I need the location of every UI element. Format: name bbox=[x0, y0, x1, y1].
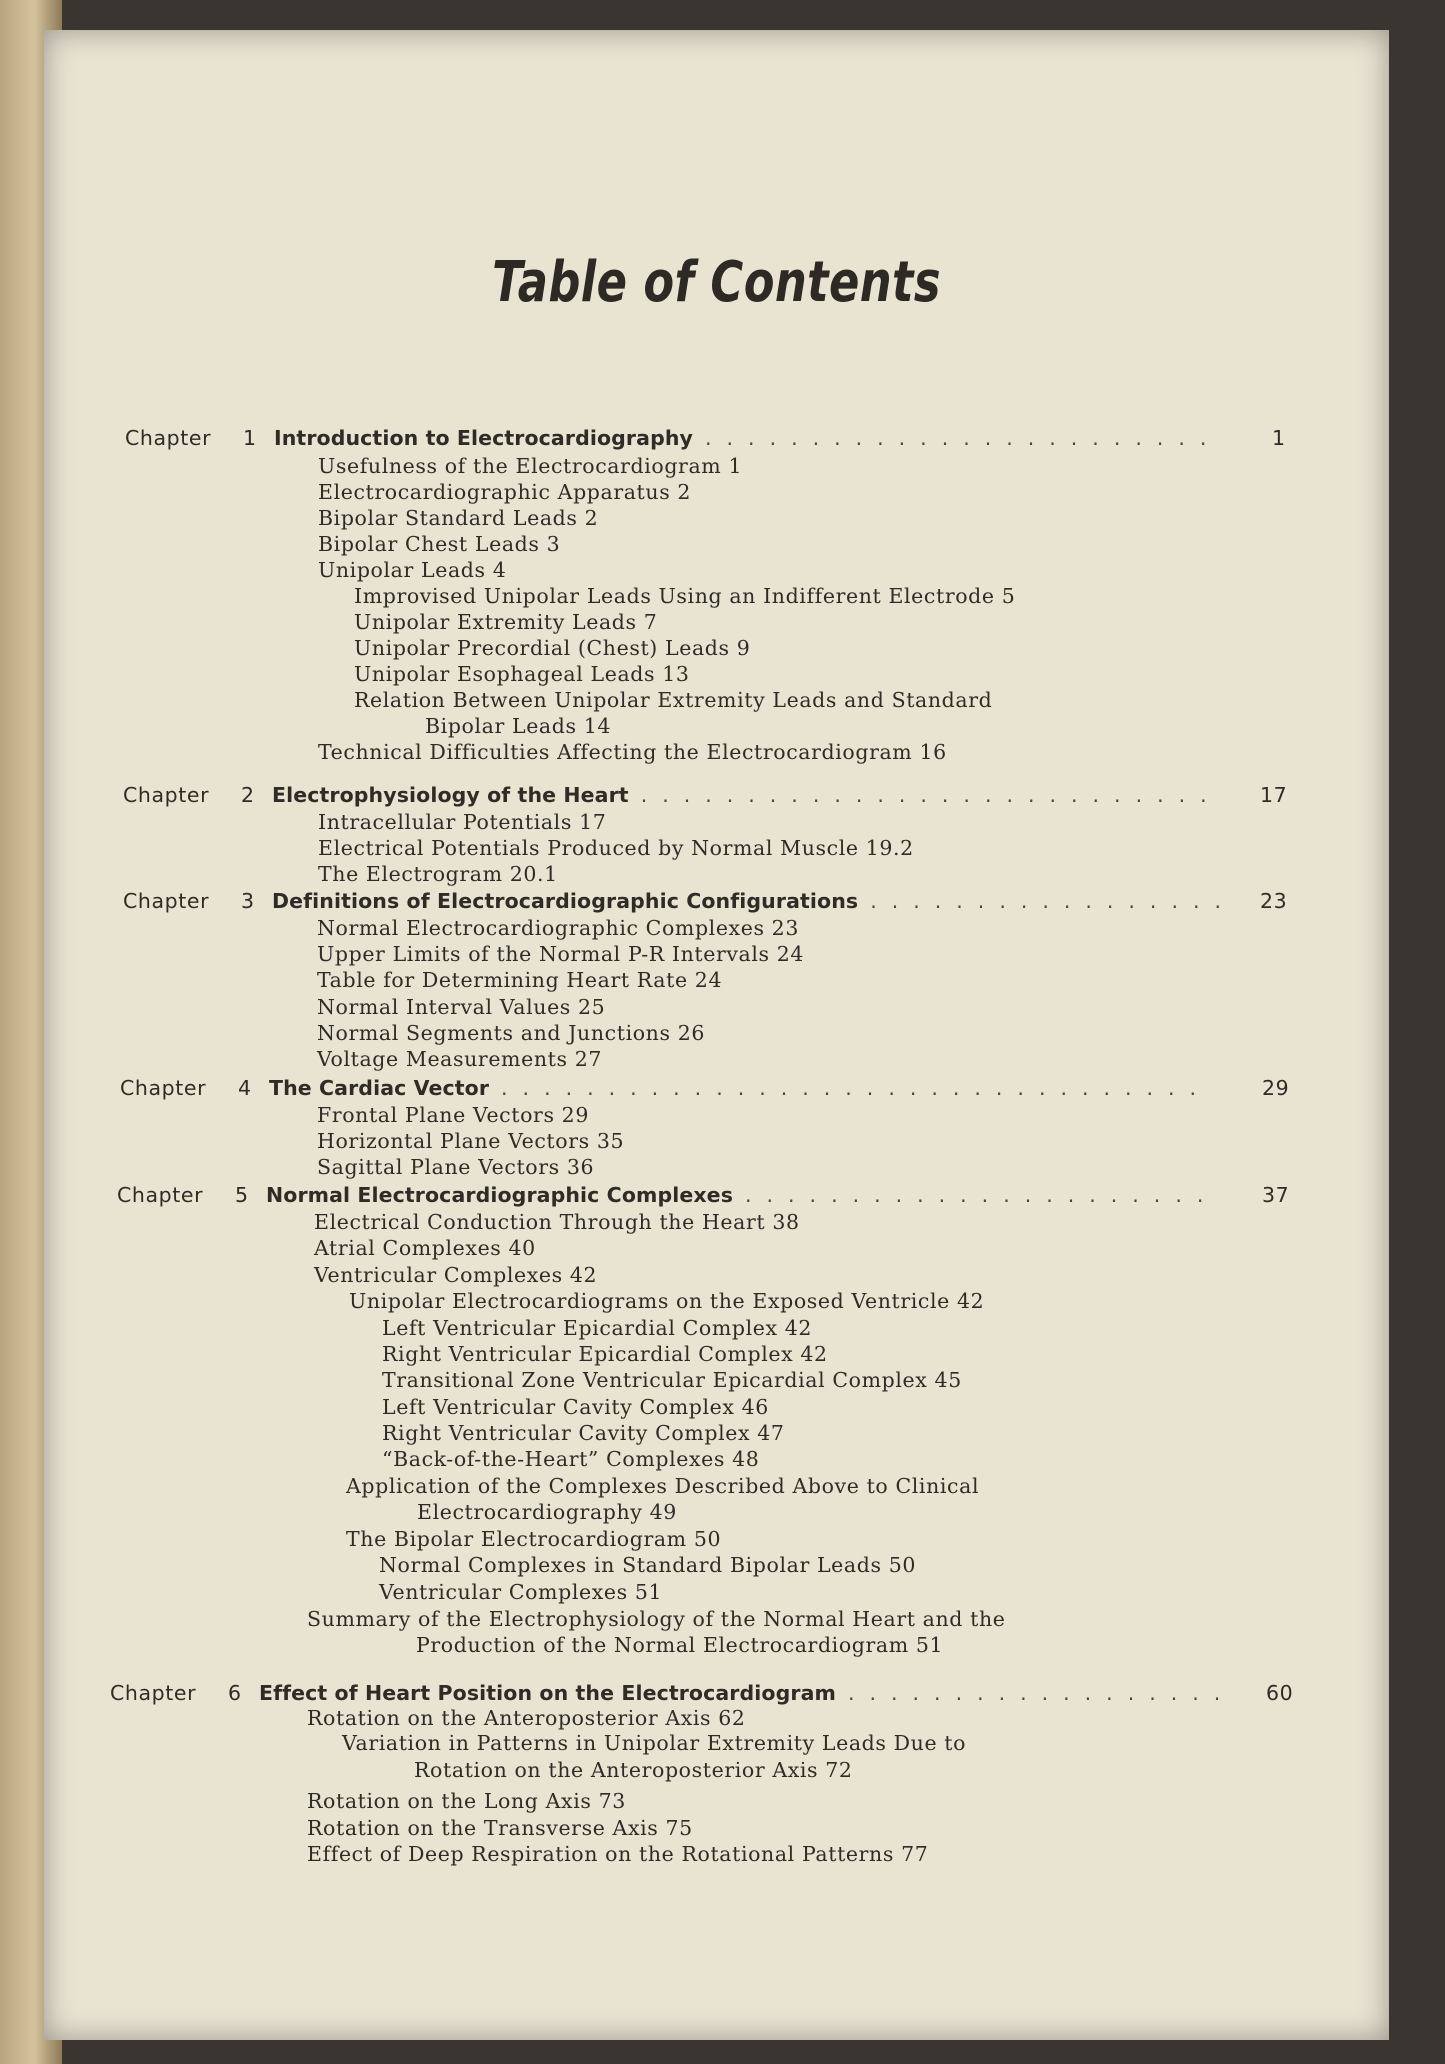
chapter-number: 1 bbox=[243, 426, 257, 450]
toc-entry: Usefulness of the Electrocardiogram 1 bbox=[318, 454, 743, 478]
chapter-page-number: 23 bbox=[1260, 889, 1288, 913]
chapter-page-number: 1 bbox=[1272, 426, 1286, 450]
toc-entry: Electrical Conduction Through the Heart 38 bbox=[314, 1210, 800, 1234]
toc-entry: Rotation on the Anteroposterior Axis 72 bbox=[414, 1758, 853, 1782]
toc-entry: Unipolar Esophageal Leads 13 bbox=[354, 662, 690, 686]
toc-entry: Unipolar Precordial (Chest) Leads 9 bbox=[354, 636, 751, 660]
chapter-label: Chapter bbox=[123, 889, 210, 913]
chapter-title: Introduction to Electrocardiography bbox=[274, 426, 694, 450]
toc-entry: Rotation on the Anteroposterior Axis 62 bbox=[307, 1706, 746, 1730]
toc-entry: Right Ventricular Epicardial Complex 42 bbox=[382, 1342, 828, 1366]
chapter-row bbox=[117, 1182, 1302, 1208]
toc-entry: Left Ventricular Epicardial Complex 42 bbox=[382, 1316, 813, 1340]
toc-entry: Horizontal Plane Vectors 35 bbox=[317, 1129, 625, 1153]
dot-leader: ................. bbox=[870, 889, 1236, 913]
toc-entry: Sagittal Plane Vectors 36 bbox=[317, 1155, 595, 1179]
toc-entry: Normal Electrocardiographic Complexes 23 bbox=[317, 916, 799, 940]
chapter-page-number: 37 bbox=[1262, 1183, 1290, 1207]
toc-entry: Rotation on the Transverse Axis 75 bbox=[307, 1816, 693, 1840]
dot-leader: ........................ bbox=[705, 426, 1222, 450]
chapter-label: Chapter bbox=[120, 1076, 207, 1100]
chapter-row bbox=[123, 888, 1300, 914]
chapter-title: Definitions of Electrocardiographic Configurations bbox=[272, 889, 859, 913]
toc-entry: Table for Determining Heart Rate 24 bbox=[317, 968, 723, 992]
toc-entry: Left Ventricular Cavity Complex 46 bbox=[382, 1395, 769, 1419]
toc-entry: Unipolar Extremity Leads 7 bbox=[354, 610, 658, 634]
toc-entry: Bipolar Chest Leads 3 bbox=[318, 532, 561, 556]
toc-entry: Frontal Plane Vectors 29 bbox=[317, 1103, 589, 1127]
toc-entry: Rotation on the Long Axis 73 bbox=[307, 1789, 626, 1813]
chapter-row bbox=[125, 425, 1312, 451]
dot-leader: ........................... bbox=[640, 783, 1222, 807]
chapter-number: 4 bbox=[238, 1076, 252, 1100]
toc-entry: The Bipolar Electrocardiogram 50 bbox=[346, 1527, 722, 1551]
toc-entry: Improvised Unipolar Leads Using an Indifferent Electrode 5 bbox=[354, 584, 1016, 608]
chapter-title: Effect of Heart Position on the Electrocardiogram bbox=[259, 1681, 836, 1705]
chapter-page-number: 60 bbox=[1266, 1681, 1294, 1705]
toc-entry: Transitional Zone Ventricular Epicardial Complex 45 bbox=[382, 1368, 962, 1392]
toc-page bbox=[44, 30, 1389, 2040]
chapter-page-number: 29 bbox=[1262, 1076, 1290, 1100]
toc-entry: Voltage Measurements 27 bbox=[317, 1047, 602, 1071]
toc-entry: Normal Segments and Junctions 26 bbox=[317, 1021, 705, 1045]
dot-leader: ................................. bbox=[501, 1076, 1212, 1100]
chapter-label: Chapter bbox=[123, 783, 210, 807]
toc-entry: Technical Difficulties Affecting the Electrocardiogram 16 bbox=[318, 740, 947, 764]
toc-entry: Relation Between Unipolar Extremity Leads and Standard bbox=[354, 688, 993, 712]
toc-entry: Variation in Patterns in Unipolar Extremity Leads Due to bbox=[342, 1731, 967, 1755]
toc-entry: Normal Complexes in Standard Bipolar Leads 50 bbox=[379, 1553, 916, 1577]
toc-entry: Electrocardiography 49 bbox=[417, 1500, 677, 1524]
toc-entry: Unipolar Leads 4 bbox=[318, 558, 507, 582]
toc-entry: Right Ventricular Cavity Complex 47 bbox=[382, 1421, 785, 1445]
table-of-contents bbox=[44, 30, 1389, 2040]
chapter-row bbox=[120, 1075, 1302, 1101]
toc-entry: Upper Limits of the Normal P-R Intervals 24 bbox=[317, 942, 805, 966]
toc-entry: Bipolar Standard Leads 2 bbox=[318, 506, 599, 530]
dot-leader: ...................... bbox=[745, 1183, 1219, 1207]
chapter-page-number: 17 bbox=[1260, 783, 1288, 807]
toc-entry: Ventricular Complexes 42 bbox=[314, 1263, 598, 1287]
dot-leader: .................. bbox=[847, 1681, 1236, 1705]
toc-entry: Electrical Potentials Produced by Normal Muscle 19.2 bbox=[318, 836, 914, 860]
toc-entry: Ventricular Complexes 51 bbox=[379, 1580, 663, 1604]
toc-entry: The Electrogram 20.1 bbox=[318, 862, 558, 886]
toc-entry: Normal Interval Values 25 bbox=[317, 995, 606, 1019]
chapter-row bbox=[123, 782, 1300, 808]
toc-entry: “Back-of-the-Heart” Complexes 48 bbox=[382, 1447, 760, 1471]
chapter-label: Chapter bbox=[117, 1183, 204, 1207]
chapter-label: Chapter bbox=[125, 426, 212, 450]
toc-entry: Summary of the Electrophysiology of the Normal Heart and the bbox=[307, 1607, 1006, 1631]
toc-entry: Effect of Deep Respiration on the Rotational Patterns 77 bbox=[307, 1842, 929, 1866]
toc-entry: Electrocardiographic Apparatus 2 bbox=[318, 480, 692, 504]
chapter-number: 2 bbox=[241, 783, 255, 807]
toc-entry: Production of the Normal Electrocardiogram 51 bbox=[416, 1633, 944, 1657]
toc-entry: Unipolar Electrocardiograms on the Exposed Ventricle 42 bbox=[349, 1289, 985, 1313]
toc-entry: Bipolar Leads 14 bbox=[425, 714, 611, 738]
chapter-title: Electrophysiology of the Heart bbox=[272, 783, 629, 807]
toc-entry: Intracellular Potentials 17 bbox=[318, 810, 607, 834]
page-title: Table of Contents bbox=[492, 250, 941, 315]
chapter-label: Chapter bbox=[110, 1681, 197, 1705]
toc-entry: Application of the Complexes Described Above to Clinical bbox=[346, 1474, 980, 1498]
chapter-number: 6 bbox=[228, 1681, 242, 1705]
chapter-title: Normal Electrocardiographic Complexes bbox=[266, 1183, 733, 1207]
chapter-title: The Cardiac Vector bbox=[269, 1076, 490, 1100]
toc-entry: Atrial Complexes 40 bbox=[314, 1236, 536, 1260]
chapter-row bbox=[110, 1680, 1306, 1706]
chapter-number: 5 bbox=[235, 1183, 249, 1207]
chapter-number: 3 bbox=[241, 889, 255, 913]
